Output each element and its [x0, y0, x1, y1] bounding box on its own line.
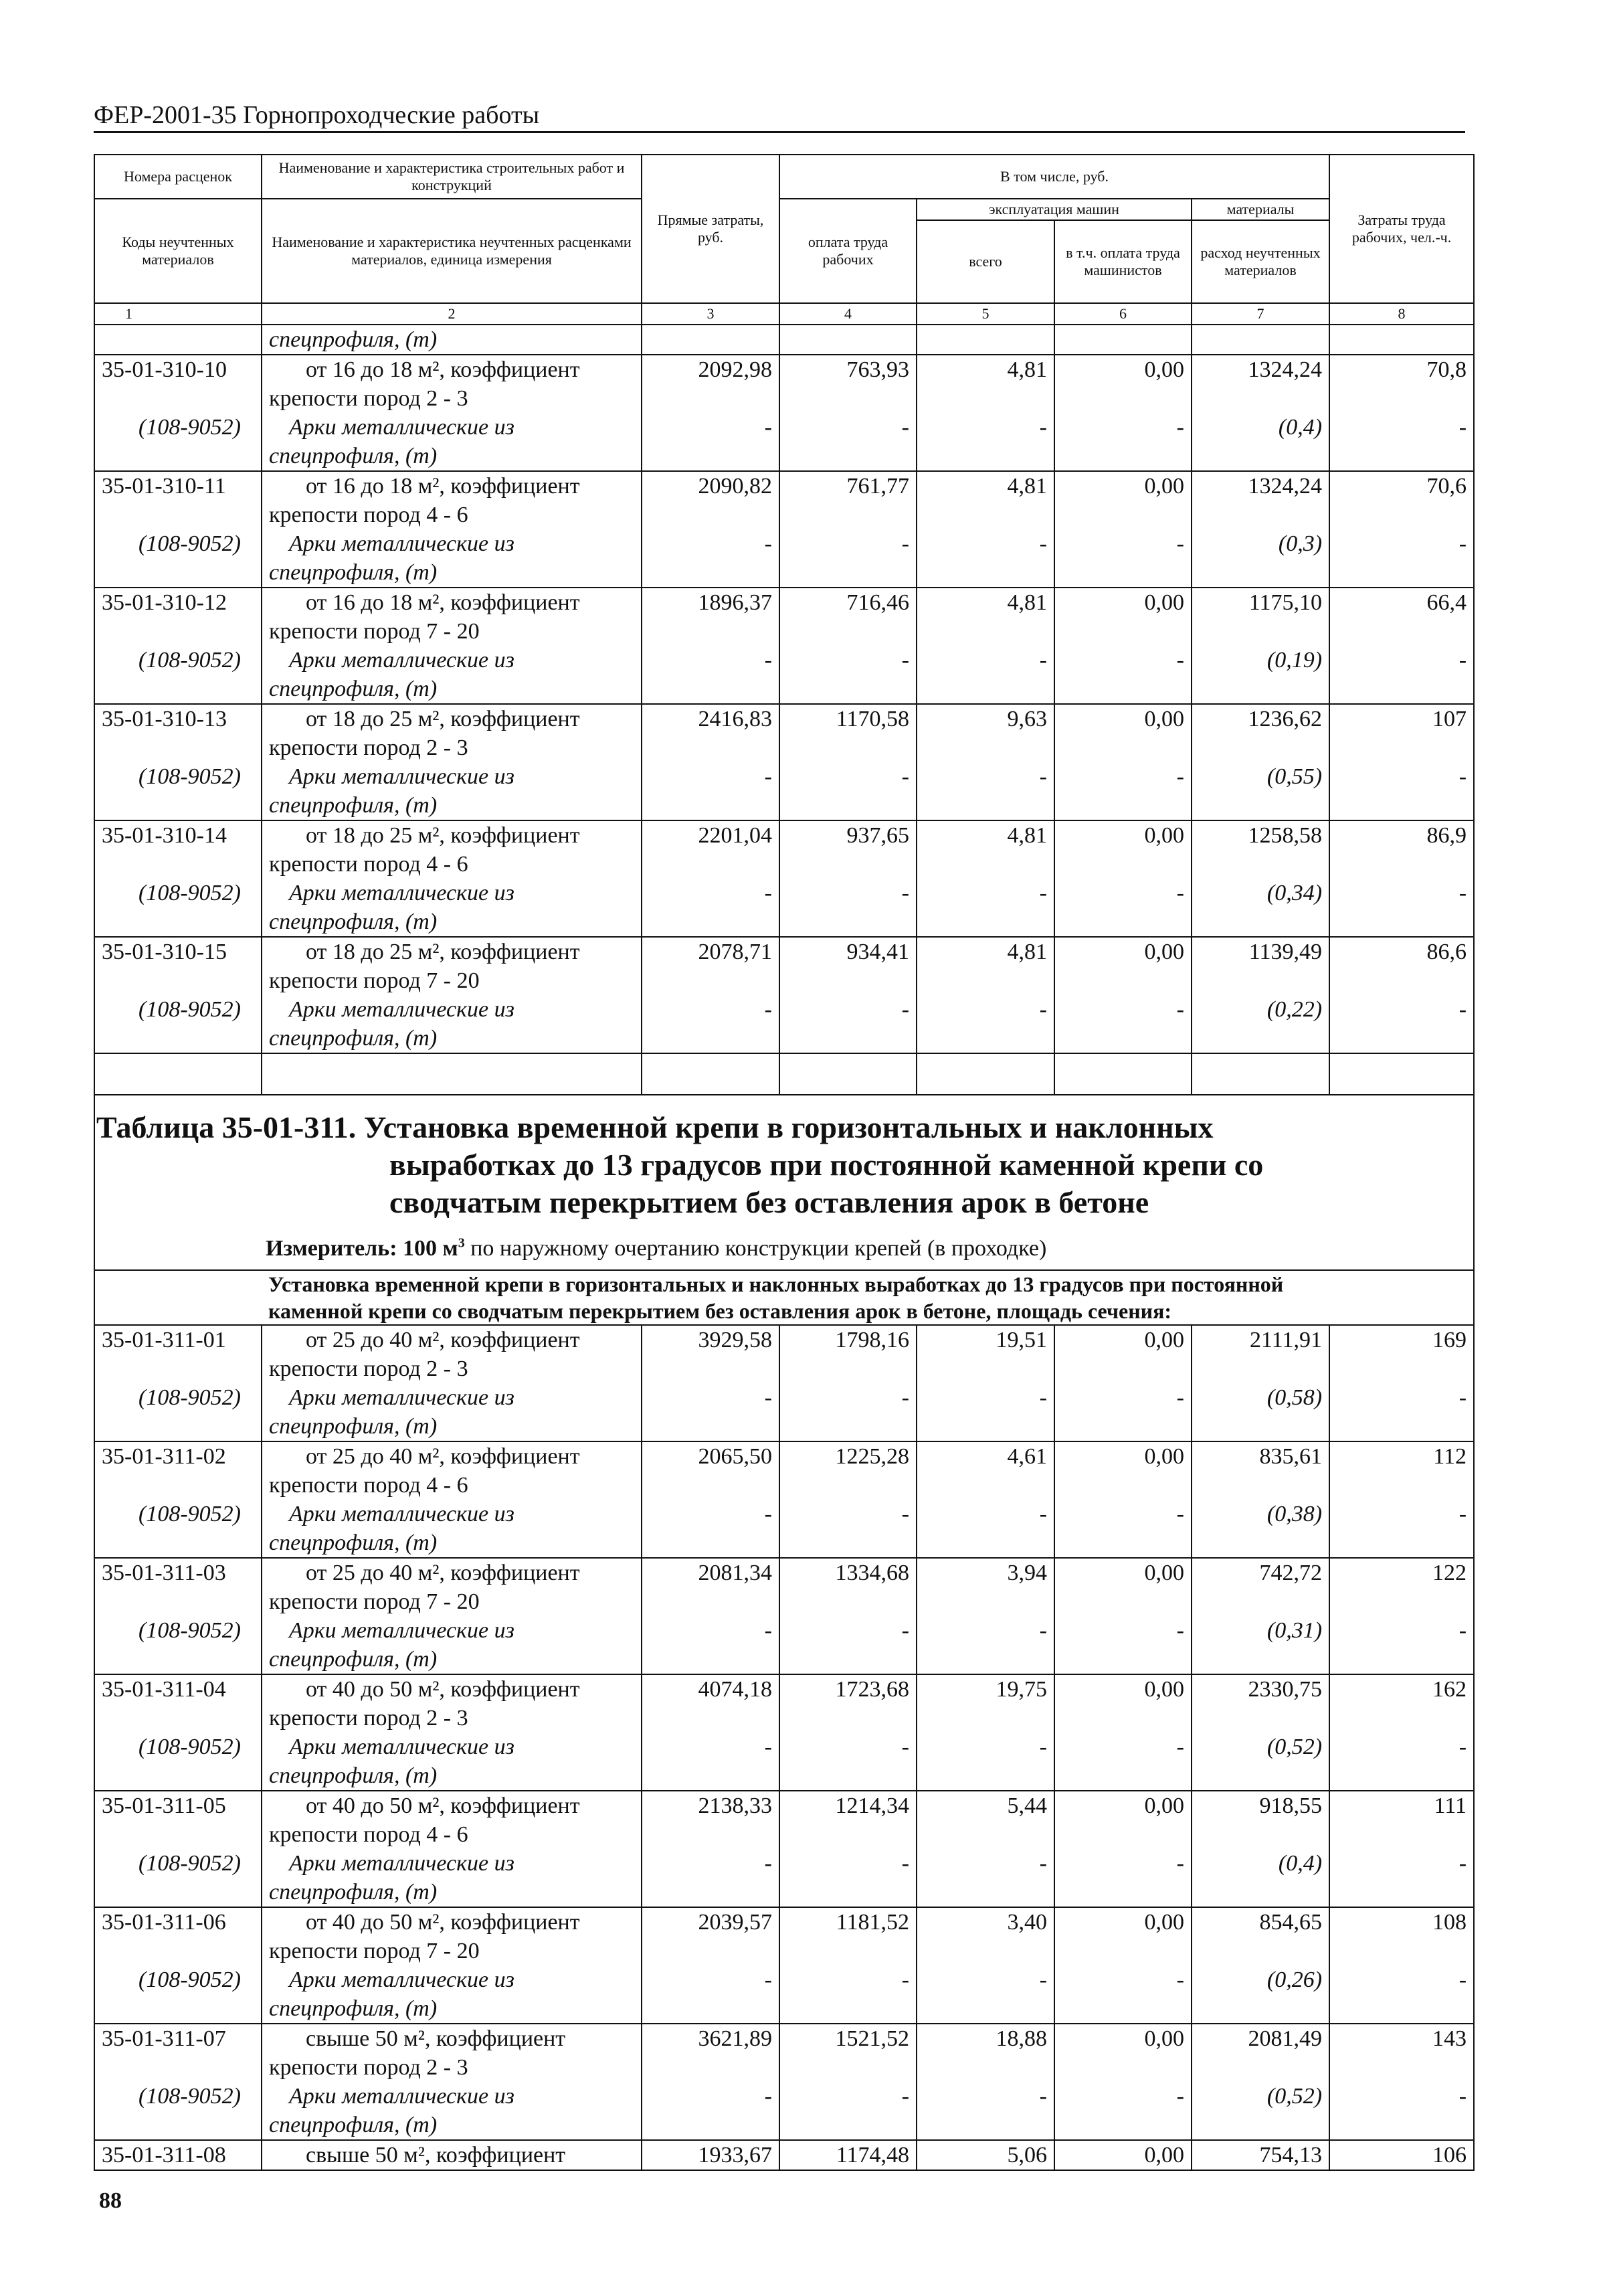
- rate-code: 35-01-311-01: [102, 1328, 226, 1352]
- work-name-line2: крепости пород 4 - 6: [269, 852, 468, 877]
- materials-cost: 2330,75: [1248, 1677, 1323, 1702]
- worker-pay: 1214,34: [835, 1793, 909, 1818]
- material-name-line1: Арки металлические из: [289, 1385, 514, 1410]
- rate-code: 35-01-310-10: [102, 357, 227, 382]
- dash-cell: -: [1176, 531, 1184, 556]
- machinist-pay: 0,00: [1144, 707, 1184, 731]
- materials-cost: 2081,49: [1248, 2026, 1323, 2051]
- machinist-pay: 0,00: [1144, 2026, 1184, 2051]
- dash-cell: -: [1458, 1735, 1467, 1759]
- header-material-consumption: расход неучтенных материалов: [1192, 220, 1329, 303]
- header-direct-costs: Прямые затраты, руб.: [642, 155, 779, 303]
- work-name-line2: крепости пород 4 - 6: [269, 503, 468, 527]
- rate-code: 35-01-311-05: [102, 1793, 226, 1818]
- material-name-line2: спецпрофиля, (т): [269, 1763, 438, 1788]
- dash-cell: -: [901, 1967, 909, 1992]
- column-number: 6: [1054, 303, 1192, 325]
- table-last-row: [94, 2140, 1474, 2170]
- work-name-line1: от 18 до 25 м², коэффициент: [306, 940, 580, 964]
- material-quantity: (0,52): [1266, 1735, 1323, 1759]
- material-name-line1: Арки металлические из: [289, 997, 514, 1022]
- material-name-line2: спецпрофиля, (т): [269, 560, 438, 585]
- dash-cell: -: [764, 531, 772, 556]
- machinist-pay: 0,00: [1144, 1793, 1184, 1818]
- dash-cell: -: [1458, 415, 1467, 440]
- dash-cell: -: [1039, 1851, 1047, 1876]
- dash-cell: -: [901, 648, 909, 673]
- materials-cost: 1324,24: [1248, 357, 1323, 382]
- direct-cost: 2081,34: [698, 1561, 772, 1585]
- column-number: 4: [779, 303, 917, 325]
- direct-cost: 1896,37: [698, 590, 772, 615]
- material-quantity: (0,34): [1266, 881, 1323, 905]
- table-row: [94, 704, 1474, 820]
- work-name-line1: от 40 до 50 м², коэффициент: [306, 1793, 580, 1818]
- dash-cell: -: [1458, 648, 1467, 673]
- worker-pay: 937,65: [846, 823, 909, 848]
- header-worker-pay: оплата труда рабочих: [779, 199, 917, 303]
- dash-cell: -: [1458, 764, 1467, 789]
- material-code: (108-9052): [138, 1502, 241, 1526]
- material-code: (108-9052): [138, 1735, 241, 1759]
- materials-cost: 1175,10: [1248, 590, 1323, 615]
- column-number: 1: [94, 303, 262, 325]
- machinist-pay: 0,00: [1144, 940, 1184, 964]
- dash-cell: -: [1458, 997, 1467, 1022]
- labor-hours: 106: [1432, 2143, 1467, 2168]
- direct-cost: 2078,71: [698, 940, 772, 964]
- work-name-line2: крепости пород 7 - 20: [269, 1589, 480, 1614]
- direct-cost: 4074,18: [698, 1677, 772, 1702]
- machines-total: 18,88: [996, 2026, 1047, 2051]
- table-row: [94, 471, 1474, 588]
- dash-cell: -: [1039, 1618, 1047, 1643]
- dash-cell: -: [901, 531, 909, 556]
- material-quantity: (0,22): [1266, 997, 1323, 1022]
- material-quantity: (0,52): [1266, 2084, 1323, 2109]
- rate-code: 35-01-311-02: [102, 1444, 226, 1469]
- direct-cost: 3929,58: [698, 1328, 772, 1352]
- rate-code: 35-01-310-15: [102, 940, 227, 964]
- material-code: (108-9052): [138, 1618, 241, 1643]
- dash-cell: -: [1039, 415, 1047, 440]
- header-material-names: Наименование и характеристика неучтенных расценками материалов, единица измерения: [262, 199, 642, 303]
- dash-cell: -: [1039, 648, 1047, 673]
- table-row: [94, 1325, 1474, 1441]
- labor-hours: 112: [1433, 1444, 1467, 1469]
- material-code: (108-9052): [138, 1967, 241, 1992]
- labor-hours: 107: [1432, 707, 1467, 731]
- section-heading-line2: каменной крепи со сводчатым перекрытием без оставления арок в бетоне, площадь сечения:: [268, 1299, 1172, 1323]
- labor-hours: 169: [1432, 1328, 1467, 1352]
- work-name-line1: от 16 до 18 м², коэффициент: [306, 474, 580, 499]
- dash-cell: -: [1176, 1502, 1184, 1526]
- dash-cell: -: [901, 881, 909, 905]
- section-heading-line1: Установка временной крепи в горизонтальных и наклонных выработках до 13 градусов при постоянной: [268, 1272, 1284, 1296]
- dash-cell: -: [901, 1735, 909, 1759]
- rate-code: 35-01-311-03: [102, 1561, 226, 1585]
- worker-pay: 1334,68: [835, 1561, 909, 1585]
- table-row: [94, 588, 1474, 704]
- dash-cell: -: [764, 1385, 772, 1410]
- dash-cell: -: [1176, 997, 1184, 1022]
- machines-total: 4,61: [1007, 1444, 1047, 1469]
- dash-cell: -: [901, 2084, 909, 2109]
- material-name-line2: спецпрофиля, (т): [269, 1880, 438, 1905]
- rate-code: 35-01-310-14: [102, 823, 227, 848]
- column-number: 3: [642, 303, 779, 325]
- page-number: 88: [99, 2188, 122, 2213]
- work-name-line1: от 16 до 18 м², коэффициент: [306, 590, 580, 615]
- material-quantity: (0,26): [1266, 1967, 1323, 1992]
- dash-cell: -: [1176, 881, 1184, 905]
- dash-cell: -: [764, 1735, 772, 1759]
- dash-cell: -: [1458, 1385, 1467, 1410]
- dash-cell: -: [901, 1618, 909, 1643]
- table-row: [94, 1441, 1474, 1558]
- dash-cell: -: [1458, 2084, 1467, 2109]
- header-materials: материалы: [1192, 199, 1329, 220]
- dash-cell: -: [1176, 2084, 1184, 2109]
- material-code: (108-9052): [138, 648, 241, 673]
- worker-pay: 1170,58: [836, 707, 909, 731]
- material-code: (108-9052): [138, 531, 241, 556]
- dash-cell: -: [764, 1502, 772, 1526]
- material-name-line1: Арки металлические из: [289, 648, 514, 673]
- direct-cost: 3621,89: [698, 2026, 772, 2051]
- dash-cell: -: [1176, 1385, 1184, 1410]
- labor-hours: 66,4: [1426, 590, 1467, 615]
- table-row: [94, 1907, 1474, 2024]
- table-311-title: [95, 1109, 1473, 1221]
- direct-cost: 2065,50: [698, 1444, 772, 1469]
- work-name-line1: от 18 до 25 м², коэффициент: [306, 823, 580, 848]
- carry-over-text: спецпрофиля, (т): [262, 325, 642, 355]
- material-quantity: (0,58): [1266, 1385, 1323, 1410]
- dash-cell: -: [764, 764, 772, 789]
- rate-code: 35-01-310-12: [102, 590, 227, 615]
- machinist-pay: 0,00: [1144, 1677, 1184, 1702]
- machines-total: 4,81: [1007, 823, 1047, 848]
- dash-cell: -: [764, 1618, 772, 1643]
- dash-cell: -: [901, 1502, 909, 1526]
- material-code: (108-9052): [138, 997, 241, 1022]
- dash-cell: -: [1039, 1385, 1047, 1410]
- materials-cost: 918,55: [1259, 1793, 1323, 1818]
- dash-cell: -: [764, 648, 772, 673]
- material-name-line1: Арки металлические из: [289, 1735, 514, 1759]
- dash-cell: -: [1458, 1967, 1467, 1992]
- material-name-line1: Арки металлические из: [289, 415, 514, 440]
- table-311-title-line2: выработках до 13 градусов при постоянной каменной крепи со: [389, 1148, 1264, 1182]
- material-quantity: (0,4): [1278, 1851, 1323, 1876]
- machines-total: 5,06: [1007, 2143, 1047, 2168]
- material-name-line2: спецпрофиля, (т): [269, 2113, 438, 2137]
- work-name-line2: крепости пород 2 - 3: [269, 1356, 468, 1381]
- header-machinist-pay: в т.ч. оплата труда машинистов: [1054, 220, 1192, 303]
- work-name-line2: крепости пород 2 - 3: [269, 2055, 468, 2080]
- dash-cell: -: [1458, 1851, 1467, 1876]
- table-row: [94, 355, 1474, 471]
- labor-hours: 86,6: [1426, 940, 1467, 964]
- rates-sheet: [94, 154, 1473, 2171]
- dash-cell: -: [1458, 1502, 1467, 1526]
- column-number: 8: [1329, 303, 1474, 325]
- material-quantity: (0,19): [1266, 648, 1323, 673]
- work-name-line2: крепости пород 2 - 3: [269, 386, 468, 411]
- material-quantity: (0,38): [1266, 1502, 1323, 1526]
- machines-total: 4,81: [1007, 590, 1047, 615]
- dash-cell: -: [901, 997, 909, 1022]
- materials-cost: 835,61: [1259, 1444, 1323, 1469]
- direct-cost: 2416,83: [698, 707, 772, 731]
- machinist-pay: 0,00: [1144, 1910, 1184, 1935]
- work-name-line2: крепости пород 2 - 3: [269, 1706, 468, 1731]
- worker-pay: 1174,48: [836, 2143, 909, 2168]
- material-name-line2: спецпрофиля, (т): [269, 1414, 438, 1439]
- work-name: свыше 50 м², коэффициент: [306, 2143, 566, 2168]
- material-name-line1: Арки металлические из: [289, 1502, 514, 1526]
- materials-cost: 2111,91: [1250, 1328, 1323, 1352]
- work-name-line1: от 40 до 50 м², коэффициент: [306, 1677, 580, 1702]
- dash-cell: -: [1176, 415, 1184, 440]
- materials-cost: 854,65: [1259, 1910, 1323, 1935]
- machinist-pay: 0,00: [1144, 1444, 1184, 1469]
- material-code: (108-9052): [138, 881, 241, 905]
- dash-cell: -: [1458, 531, 1467, 556]
- dash-cell: -: [1458, 881, 1467, 905]
- dash-cell: -: [1458, 1618, 1467, 1643]
- materials-cost: 754,13: [1259, 2143, 1323, 2168]
- dash-cell: -: [1039, 1502, 1047, 1526]
- dash-cell: -: [764, 997, 772, 1022]
- work-name-line2: крепости пород 4 - 6: [269, 1473, 468, 1498]
- work-name-line2: крепости пород 2 - 3: [269, 735, 468, 760]
- work-name-line1: от 18 до 25 м², коэффициент: [306, 707, 580, 731]
- rate-code: 35-01-310-13: [102, 707, 227, 731]
- material-name-line1: Арки металлические из: [289, 1967, 514, 1992]
- work-name-line1: от 25 до 40 м², коэффициент: [306, 1561, 580, 1585]
- worker-pay: 716,46: [846, 590, 909, 615]
- materials-cost: 1324,24: [1248, 474, 1323, 499]
- machinist-pay: 0,00: [1144, 1328, 1184, 1352]
- table-311-caption: [94, 1095, 1474, 1325]
- carry-over-row: [94, 325, 1474, 355]
- material-code: (108-9052): [138, 415, 241, 440]
- dash-cell: -: [764, 2084, 772, 2109]
- worker-pay: 1723,68: [835, 1677, 909, 1702]
- material-quantity: (0,4): [1278, 415, 1323, 440]
- material-name-line1: Арки металлические из: [289, 1851, 514, 1876]
- material-quantity: (0,31): [1266, 1618, 1323, 1643]
- header-work-name: Наименование и характеристика строительных работ и конструкций: [262, 155, 642, 199]
- material-name-line2: спецпрофиля, (т): [269, 793, 438, 818]
- dash-cell: -: [1176, 1967, 1184, 1992]
- worker-pay: 761,77: [846, 474, 909, 499]
- machines-total: 19,75: [996, 1677, 1047, 1702]
- table-header: [94, 155, 1474, 325]
- rate-code: 35-01-311-06: [102, 1910, 226, 1935]
- dash-cell: -: [1039, 764, 1047, 789]
- material-name-line2: спецпрофиля, (т): [269, 1996, 438, 2021]
- material-name-line2: спецпрофиля, (т): [269, 677, 438, 701]
- direct-cost: 2138,33: [698, 1793, 772, 1818]
- table-311-measure: Измеритель: 100 $м^3$ по наружному очертанию конструкции крепей (в проходке): [266, 1235, 1047, 1261]
- work-name-line2: крепости пород 7 - 20: [269, 1939, 480, 1963]
- work-name-line2: крепости пород 7 - 20: [269, 619, 480, 644]
- dash-cell: -: [1176, 1735, 1184, 1759]
- machinist-pay: 0,00: [1144, 590, 1184, 615]
- dash-cell: -: [1039, 2084, 1047, 2109]
- header-labor-hours: Затраты труда рабочих, чел.-ч.: [1329, 155, 1474, 303]
- dash-cell: -: [901, 1385, 909, 1410]
- machines-total: 3,94: [1007, 1561, 1047, 1585]
- work-name-line2: крепости пород 4 - 6: [269, 1822, 468, 1847]
- dash-cell: -: [764, 1967, 772, 1992]
- machinist-pay: 0,00: [1144, 357, 1184, 382]
- dash-cell: -: [764, 415, 772, 440]
- table-311-title-line3: сводчатым перекрытием без оставления арок в бетоне: [389, 1185, 1149, 1219]
- machines-total: 3,40: [1007, 1910, 1047, 1935]
- material-quantity: (0,55): [1266, 764, 1323, 789]
- dash-cell: -: [1039, 881, 1047, 905]
- header-including: В том числе, руб.: [779, 155, 1329, 199]
- header-machines: эксплуатация машин: [917, 199, 1192, 220]
- table-row: [94, 2024, 1474, 2140]
- work-name-line1: от 25 до 40 м², коэффициент: [306, 1328, 580, 1352]
- dash-cell: -: [901, 764, 909, 789]
- header-machines-total: всего: [917, 220, 1054, 303]
- work-name-line2: крепости пород 7 - 20: [269, 968, 480, 993]
- machinist-pay: 0,00: [1144, 474, 1184, 499]
- machines-total: 19,51: [996, 1328, 1047, 1352]
- dash-cell: -: [1039, 997, 1047, 1022]
- work-name-line1: от 40 до 50 м², коэффициент: [306, 1910, 580, 1935]
- column-number: 5: [917, 303, 1054, 325]
- materials-cost: 1236,62: [1248, 707, 1323, 731]
- material-name-line2: спецпрофиля, (т): [269, 1647, 438, 1672]
- machinist-pay: 0,00: [1144, 823, 1184, 848]
- rate-code: 35-01-311-07: [102, 2026, 226, 2051]
- direct-cost: 1933,67: [698, 2143, 772, 2168]
- machines-total: 4,81: [1007, 357, 1047, 382]
- dash-cell: -: [901, 1851, 909, 1876]
- rate-code: 35-01-311-08: [102, 2143, 226, 2168]
- page-header: ФЕР-2001-35 Горнопроходческие работы: [94, 100, 1465, 133]
- material-quantity: (0,3): [1278, 531, 1323, 556]
- column-number: 7: [1192, 303, 1329, 325]
- table-body-310: [94, 325, 1474, 1095]
- dash-cell: -: [764, 881, 772, 905]
- dash-cell: -: [1039, 1967, 1047, 1992]
- material-name-line2: спецпрофиля, (т): [269, 1530, 438, 1555]
- material-name-line1: Арки металлические из: [289, 531, 514, 556]
- dash-cell: -: [1176, 648, 1184, 673]
- labor-hours: 86,9: [1426, 823, 1467, 848]
- material-code: (108-9052): [138, 1851, 241, 1876]
- column-number: 2: [262, 303, 642, 325]
- machines-total: 4,81: [1007, 940, 1047, 964]
- material-name-line1: Арки металлические из: [289, 881, 514, 905]
- dash-cell: -: [901, 415, 909, 440]
- dash-cell: -: [1039, 531, 1047, 556]
- dash-cell: -: [1039, 1735, 1047, 1759]
- worker-pay: 763,93: [846, 357, 909, 382]
- material-name-line2: спецпрофиля, (т): [269, 1026, 438, 1051]
- work-name-line1: от 25 до 40 м², коэффициент: [306, 1444, 580, 1469]
- labor-hours: 70,8: [1426, 357, 1467, 382]
- labor-hours: 70,6: [1426, 474, 1467, 499]
- worker-pay: 1798,16: [835, 1328, 909, 1352]
- labor-hours: 108: [1432, 1910, 1467, 1935]
- table-row: [94, 937, 1474, 1053]
- worker-pay: 1181,52: [836, 1910, 909, 1935]
- direct-cost: 2092,98: [698, 357, 772, 382]
- direct-cost: 2090,82: [698, 474, 772, 499]
- rate-code: 35-01-310-11: [102, 474, 226, 499]
- rate-code: 35-01-311-04: [102, 1677, 226, 1702]
- dash-cell: -: [1176, 1851, 1184, 1876]
- material-name-line1: Арки металлические из: [289, 764, 514, 789]
- worker-pay: 1225,28: [835, 1444, 909, 1469]
- materials-cost: 1258,58: [1248, 823, 1323, 848]
- material-code: (108-9052): [138, 764, 241, 789]
- table-row: [94, 2140, 1474, 2170]
- machines-total: 5,44: [1007, 1793, 1047, 1818]
- header-material-codes: Коды неучтенных материалов: [94, 199, 262, 303]
- materials-cost: 1139,49: [1248, 940, 1323, 964]
- work-name-line1: от 16 до 18 м², коэффициент: [306, 357, 580, 382]
- header-rate-numbers: Номера расценок: [94, 155, 262, 199]
- material-name-line2: спецпрофиля, (т): [269, 909, 438, 934]
- materials-cost: 742,72: [1259, 1561, 1323, 1585]
- column-numbers-row: [94, 303, 1474, 325]
- table-body-311: [94, 1325, 1474, 2140]
- table-row: [94, 1558, 1474, 1674]
- material-code: (108-9052): [138, 2084, 241, 2109]
- work-name-line1: свыше 50 м², коэффициент: [306, 2026, 566, 2051]
- direct-cost: 2039,57: [698, 1910, 772, 1935]
- labor-hours: 162: [1432, 1677, 1467, 1702]
- worker-pay: 934,41: [846, 940, 909, 964]
- machinist-pay: 0,00: [1144, 2143, 1184, 2168]
- machines-total: 4,81: [1007, 474, 1047, 499]
- table-row: [94, 1674, 1474, 1791]
- material-code: (108-9052): [138, 1385, 241, 1410]
- labor-hours: 111: [1434, 1793, 1467, 1818]
- dash-cell: -: [1176, 1618, 1184, 1643]
- material-name-line1: Арки металлические из: [289, 2084, 514, 2109]
- labor-hours: 122: [1432, 1561, 1467, 1585]
- direct-cost: 2201,04: [698, 823, 772, 848]
- table-row: [94, 820, 1474, 937]
- dash-cell: -: [764, 1851, 772, 1876]
- labor-hours: 143: [1432, 2026, 1467, 2051]
- material-name-line1: Арки металлические из: [289, 1618, 514, 1643]
- worker-pay: 1521,52: [835, 2026, 909, 2051]
- section-heading-row: [94, 1270, 1474, 1325]
- rates-table: [94, 154, 1475, 2171]
- table-311-title-line1: Таблица 35-01-311. Установка временной крепи в горизонтальных и наклонных: [96, 1110, 1214, 1144]
- material-name-line2: спецпрофиля, (т): [269, 444, 438, 468]
- machines-total: 9,63: [1007, 707, 1047, 731]
- dash-cell: -: [1176, 764, 1184, 789]
- machinist-pay: 0,00: [1144, 1561, 1184, 1585]
- table-row: [94, 1791, 1474, 1907]
